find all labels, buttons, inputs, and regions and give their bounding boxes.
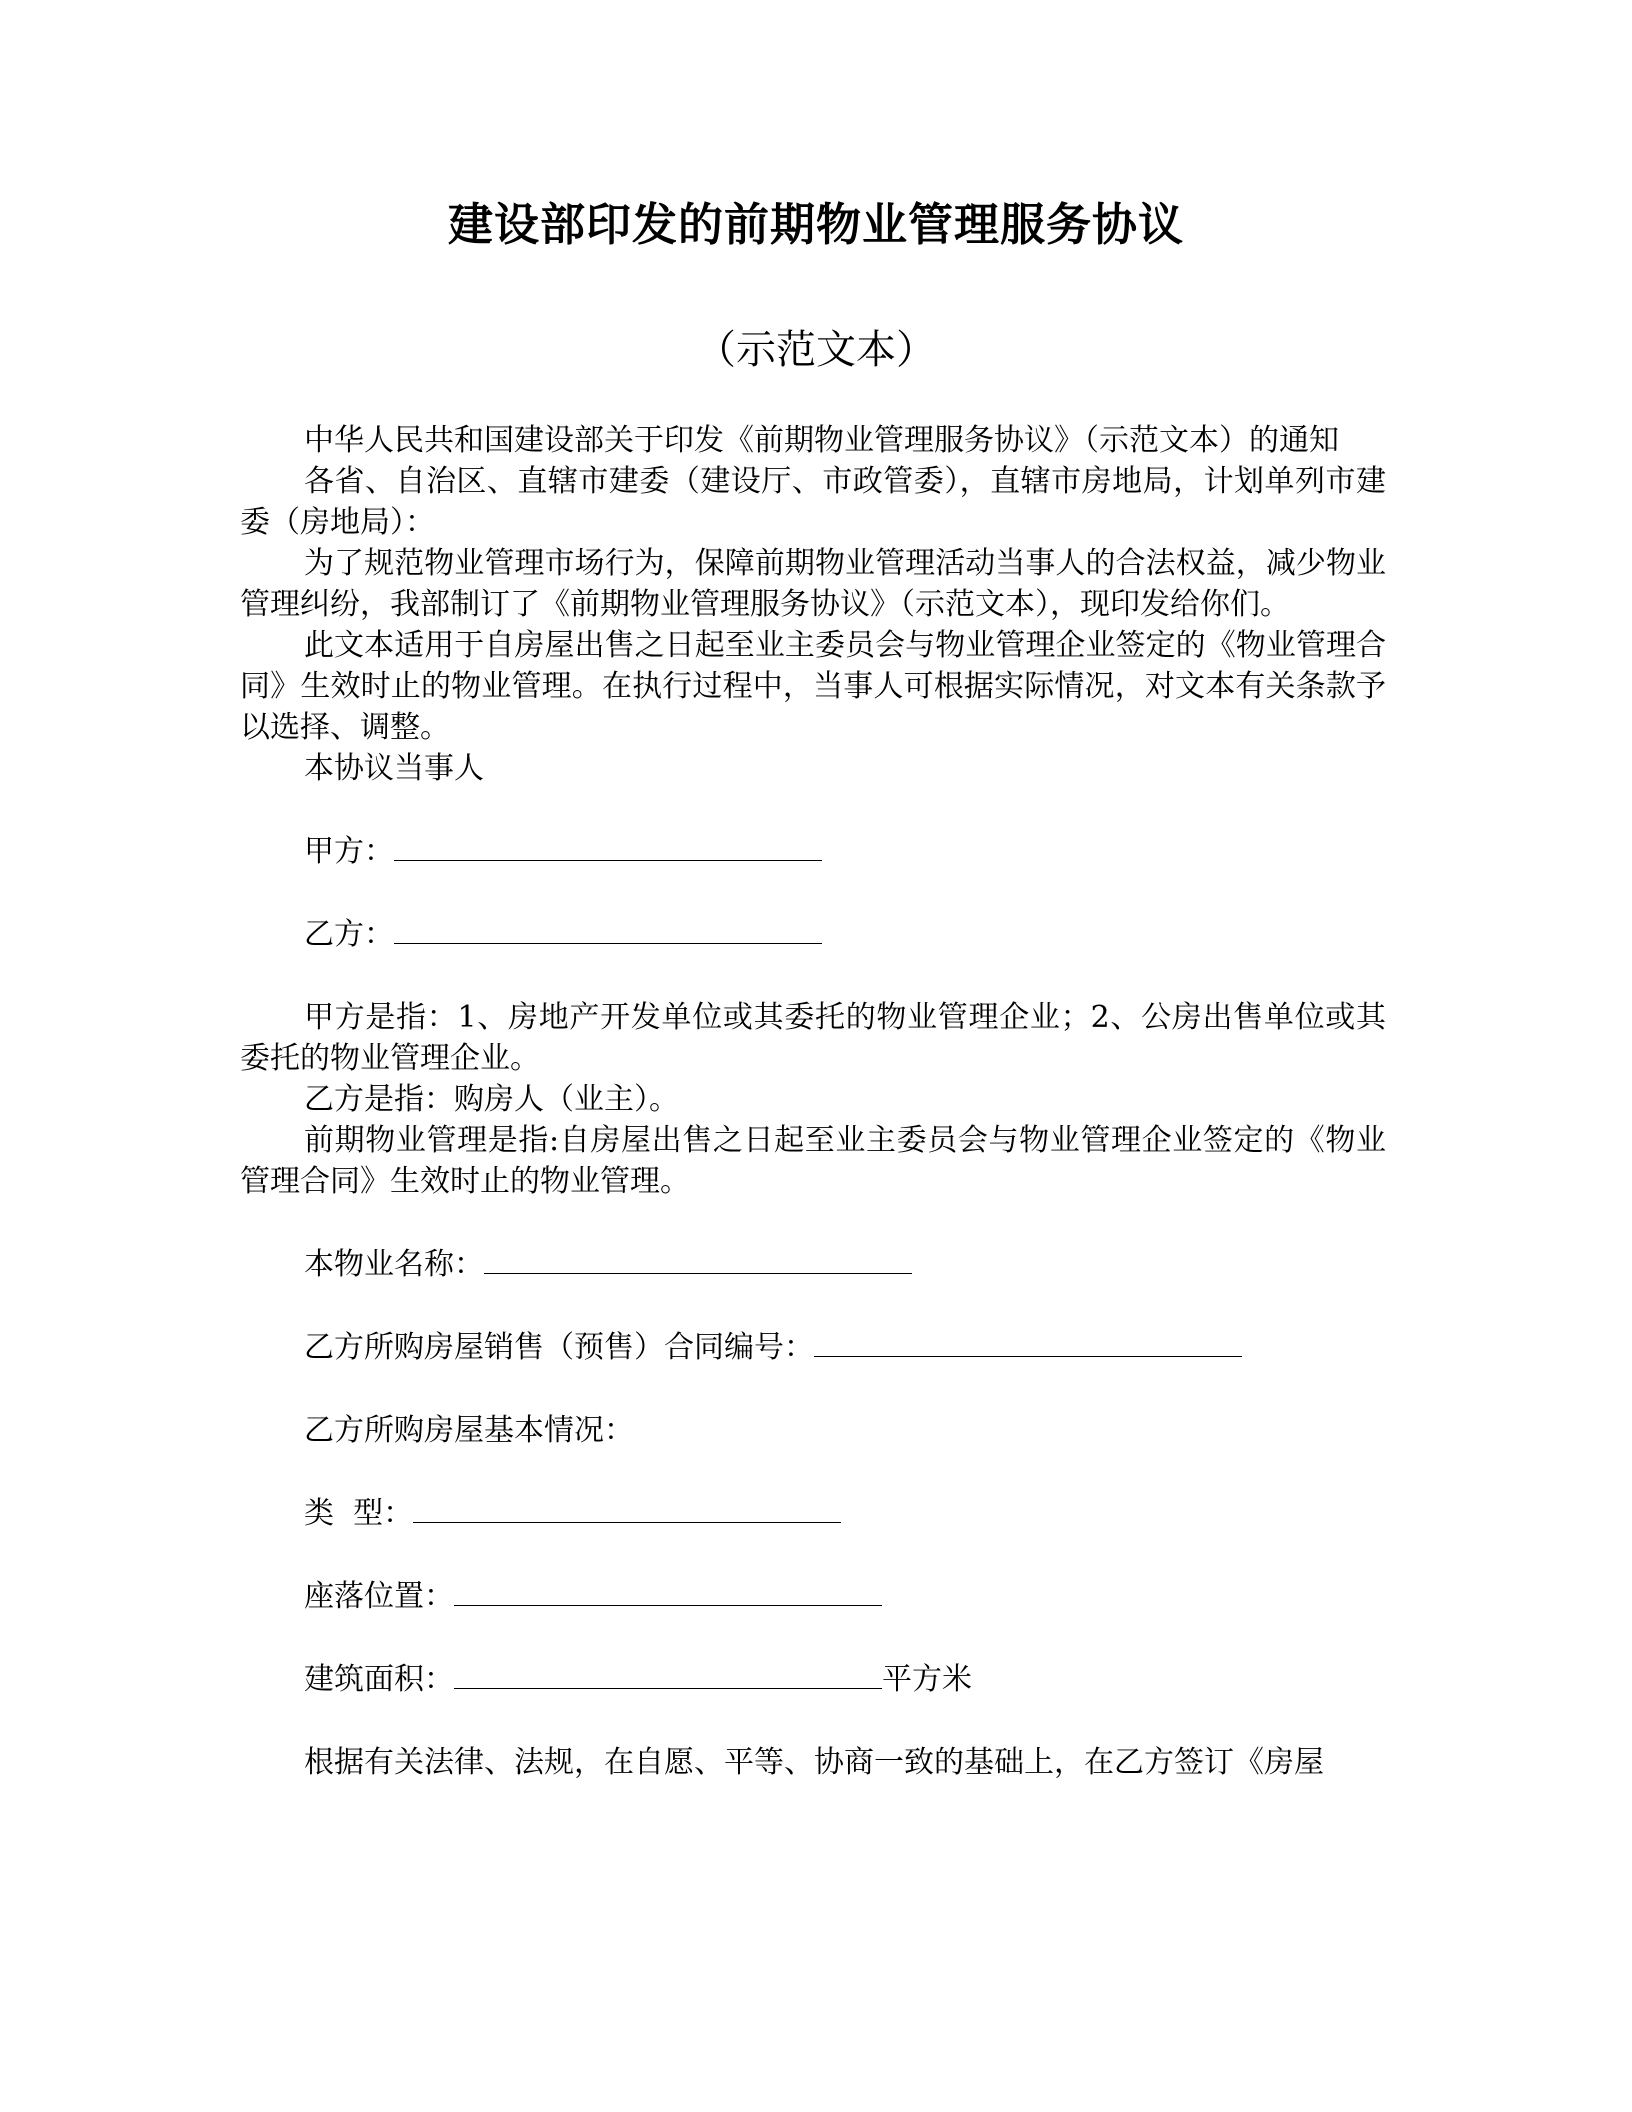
area-field <box>240 1659 1386 1700</box>
type-blank <box>413 1496 841 1523</box>
notice-heading: 中华人民共和国建设部关于印发《前期物业管理服务协议》（示范文本）的通知 <box>304 423 1339 458</box>
location-label: 座落位置： <box>304 1579 454 1614</box>
party-a-definition: 甲方是指：1、房地产开发单位或其委托的物业管理企业；2、公房出售单位或其委托的物业管理企业。 <box>240 1000 1386 1076</box>
parties-heading: 本协议当事人 <box>304 751 484 786</box>
contract-number-label: 乙方所购房屋销售（预售）合同编号： <box>304 1330 814 1365</box>
document-body <box>240 420 1386 1783</box>
party-b-label: 乙方： <box>304 917 394 952</box>
document-subtitle: （示范文本） <box>696 327 936 373</box>
area-label: 建筑面积： <box>304 1662 454 1697</box>
basic-info-label: 乙方所购房屋基本情况： <box>304 1413 634 1448</box>
type-field <box>240 1493 1386 1534</box>
location-field <box>240 1576 1386 1617</box>
addressees: 各省、自治区、直辖市建委（建设厅、市政管委），直辖市房地局，计划单列市建委（房地局）： <box>240 464 1386 540</box>
property-name-blank <box>484 1247 912 1274</box>
location-blank <box>454 1579 882 1606</box>
type-label: 类 型： <box>304 1496 414 1531</box>
party-a-field <box>240 831 1386 872</box>
preliminary-management-definition: 前期物业管理是指:自房屋出售之日起至业主委员会与物业管理企业签定的《物业管理合同》生效时止的物业管理。 <box>240 1123 1386 1199</box>
document-title: 建设部印发的前期物业管理服务协议 <box>447 198 1184 251</box>
property-name-field <box>240 1244 1386 1285</box>
contract-number-field <box>240 1327 1386 1368</box>
party-a-label: 甲方： <box>304 834 394 869</box>
basic-info-heading <box>240 1410 1386 1451</box>
party-b-definition: 乙方是指：购房人（业主）。 <box>304 1082 679 1117</box>
purpose-paragraph: 为了规范物业管理市场行为，保障前期物业管理活动当事人的合法权益，减少物业管理纠纷，我部制订了《前期物业管理服务协议》（示范文本），现印发给你们。 <box>240 546 1386 622</box>
area-unit: 平方米 <box>882 1662 972 1697</box>
contract-number-blank <box>814 1330 1242 1357</box>
party-b-field <box>240 914 1386 955</box>
closing-paragraph: 根据有关法律、法规，在自愿、平等、协商一致的基础上，在乙方签订《房屋 <box>304 1745 1324 1780</box>
party-a-blank <box>394 834 822 861</box>
property-name-label: 本物业名称： <box>304 1247 484 1282</box>
party-b-blank <box>394 917 822 944</box>
area-blank <box>454 1662 882 1689</box>
scope-paragraph: 此文本适用于自房屋出售之日起至业主委员会与物业管理企业签定的《物业管理合同》生效时止的物业管理。在执行过程中，当事人可根据实际情况，对文本有关条款予以选择、调整。 <box>240 628 1386 745</box>
